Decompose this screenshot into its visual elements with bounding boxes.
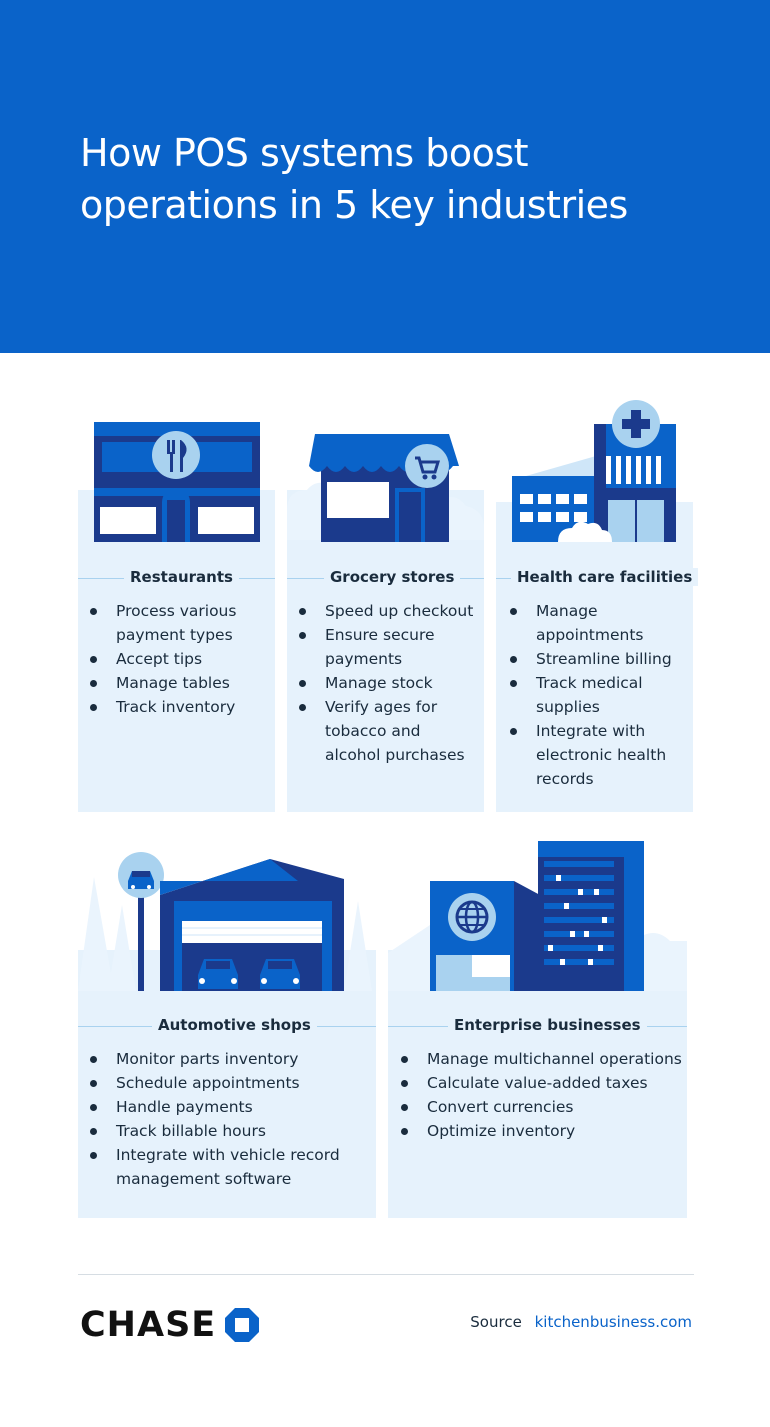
source-label: Source [470,1313,522,1331]
list-item: Integrate with vehicle record management software [90,1143,370,1191]
list-item: Track medical supplies [510,671,690,719]
list-item: Schedule appointments [90,1071,370,1095]
list-item: Verify ages for tobacco and alcohol purchases [299,695,479,767]
source-link[interactable]: kitchenbusiness.com [534,1313,692,1331]
logo-wordmark: CHASE [80,1305,217,1345]
list-item: Handle payments [90,1095,370,1119]
hospital-building-icon [496,396,693,556]
list-item: Ensure secure payments [299,623,479,671]
list-item: Streamline billing [510,647,690,671]
list-item: Manage multichannel operations [401,1047,685,1071]
industry-title-restaurants: Restaurants [124,568,239,586]
list-item: Process various payment types [90,599,270,647]
source-credit [470,1313,692,1331]
list-item: Accept tips [90,647,270,671]
list-item: Integrate with electronic health records [510,719,690,791]
list-item: Optimize inventory [401,1119,685,1143]
bullet-list-restaurants [90,599,270,719]
industry-title-health-care: Health care facilities [511,568,698,586]
industry-title-grocery: Grocery stores [324,568,460,586]
chase-logo [80,1306,260,1344]
industry-title-enterprise: Enterprise businesses [448,1016,647,1034]
grocery-storefront-icon [287,410,484,560]
bullet-list-automotive [90,1047,370,1191]
restaurant-storefront-icon [78,410,275,560]
page-title-line-1: How POS systems boost [80,131,529,175]
list-item: Convert currencies [401,1095,685,1119]
list-item: Track billable hours [90,1119,370,1143]
bullet-list-enterprise [401,1047,685,1143]
page-title-line-2: operations in 5 key industries [80,183,628,227]
enterprise-building-icon [388,835,687,995]
list-item: Manage tables [90,671,270,695]
list-item: Calculate value-added taxes [401,1071,685,1095]
list-item: Monitor parts inventory [90,1047,370,1071]
auto-garage-icon [78,845,376,995]
list-item: Track inventory [90,695,270,719]
industry-title-automotive: Automotive shops [152,1016,317,1034]
bullet-list-health-care [510,599,690,791]
chase-octagon-icon [224,1307,260,1343]
list-item: Manage appointments [510,599,690,647]
list-item: Speed up checkout [299,599,479,623]
page-title [80,127,720,231]
header-banner [0,0,770,353]
list-item: Manage stock [299,671,479,695]
footer-divider [78,1274,694,1275]
bullet-list-grocery [299,599,479,767]
